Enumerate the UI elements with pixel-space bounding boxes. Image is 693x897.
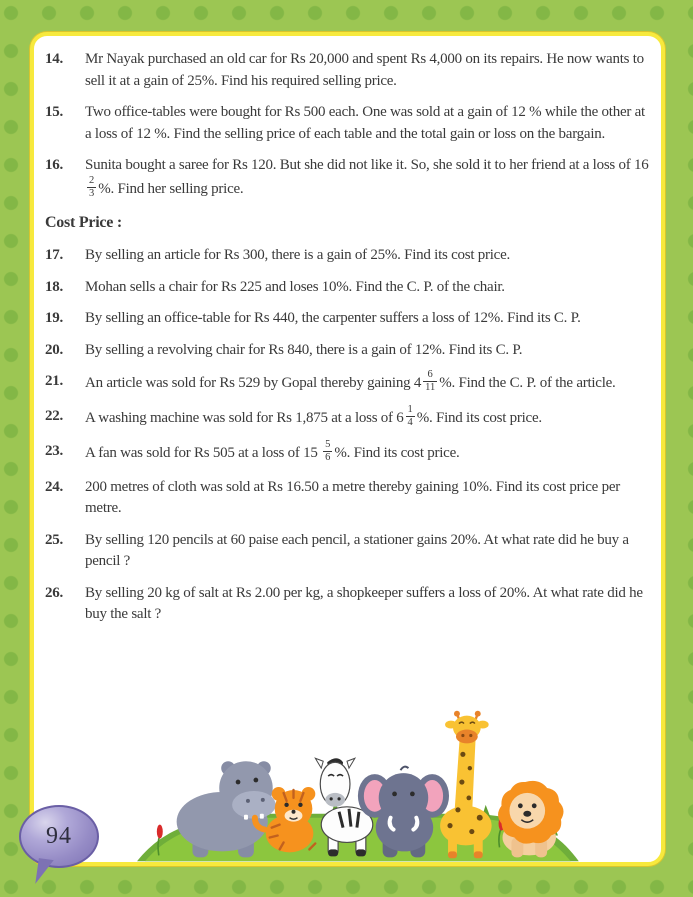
problem-text: Mohan sells a chair for Rs 225 and loses 10%. Find the C. P. of the chair. [85,278,505,295]
fraction: $\frac{2}{3}$ [89,174,95,199]
problem-text: A fan was sold for Rs 505 at a loss of 15 $\frac{5}{6}$ %. Find its cost price. [85,439,460,464]
problem-item [45,308,653,330]
problem-item [45,530,653,573]
problem-number: 14. [45,51,63,67]
section-heading: Cost Price : [45,213,122,231]
problem-text: An article was sold for Rs 529 by Gopal thereby gaining 4 $\frac{6}{11}$ %. Find the C. P. of the article. [85,369,616,394]
problem-text: Sunita bought a saree for Rs 120. But she did not like it. So, she sold it to her friend at a loss of 16 $\frac{2}{3}$ %. Find her selling price. [85,157,649,199]
problem-number: 22. [45,408,63,425]
problem-number: 18. [45,278,63,295]
problem-item [45,102,653,145]
problem-number: 21. [45,373,63,390]
problem-text: By selling a revolving chair for Rs 840, there is a gain of 12%. Find its C. P. [85,341,523,358]
problem-item [45,583,653,626]
problem-text: By selling an article for Rs 300, there is a gain of 25%. Find its cost price. [85,247,510,264]
problem-number: 16. [45,157,63,173]
problem-number: 25. [45,531,63,548]
problem-text: By selling an office-table for Rs 440, the carpenter suffers a loss of 12%. Find its C. P. [85,310,581,327]
problem-number: 15. [45,104,63,120]
problem-text: Mr Nayak purchased an old car for Rs 20,000 and spent Rs 4,000 on its repairs. He now wants to sell it at a gain of 25%. Find his required selling price. [85,51,644,89]
problem-item [45,441,653,466]
problem-text: 200 metres of cloth was sold at Rs 16.50 a metre thereby gaining 10%. Find its cost price per metre. [85,478,620,516]
problem-item [45,49,653,92]
problem-item [45,245,653,267]
problem-number: 19. [45,310,63,327]
page-number-bubble [19,805,99,868]
problem-text: By selling 120 pencils at 60 paise each pencil, a stationer gains 20%. At what rate did he buy a pencil ? [85,531,629,569]
page-number: 94 [46,823,72,849]
problem-item [45,406,653,431]
page-card [30,32,665,866]
fraction: $\frac{1}{4}$ [407,404,413,429]
problem-item [45,155,653,202]
bubble-tail [35,858,53,886]
problem-number: 26. [45,584,63,601]
fraction: $\frac{6}{11}$ [425,369,436,394]
problem-item [45,477,653,520]
fraction: $\frac{5}{6}$ [325,439,331,464]
problem-number: 17. [45,247,63,264]
problem-list [34,36,661,626]
animals-illustration [34,710,661,862]
problem-item [45,277,653,299]
problem-text: By selling 20 kg of salt at Rs 2.00 per kg, a shopkeeper suffers a loss of 20%. At what rate did he buy the salt ? [85,584,643,622]
problem-text: A washing machine was sold for Rs 1,875 at a loss of 6 $\frac{1}{4}$ %. Find its cost price. [85,404,542,429]
problem-text: Two office-tables were bought for Rs 500 each. One was sold at a gain of 12 % while the other at a loss of 12 %. Find the selling price of each table and the total gain or loss on the bargain. [85,104,645,142]
problem-number: 20. [45,341,63,358]
problem-number: 23. [45,443,63,460]
problem-number: 24. [45,478,63,495]
giraffe-illustration [440,711,492,859]
problem-item [45,340,653,362]
problem-item [45,371,653,396]
